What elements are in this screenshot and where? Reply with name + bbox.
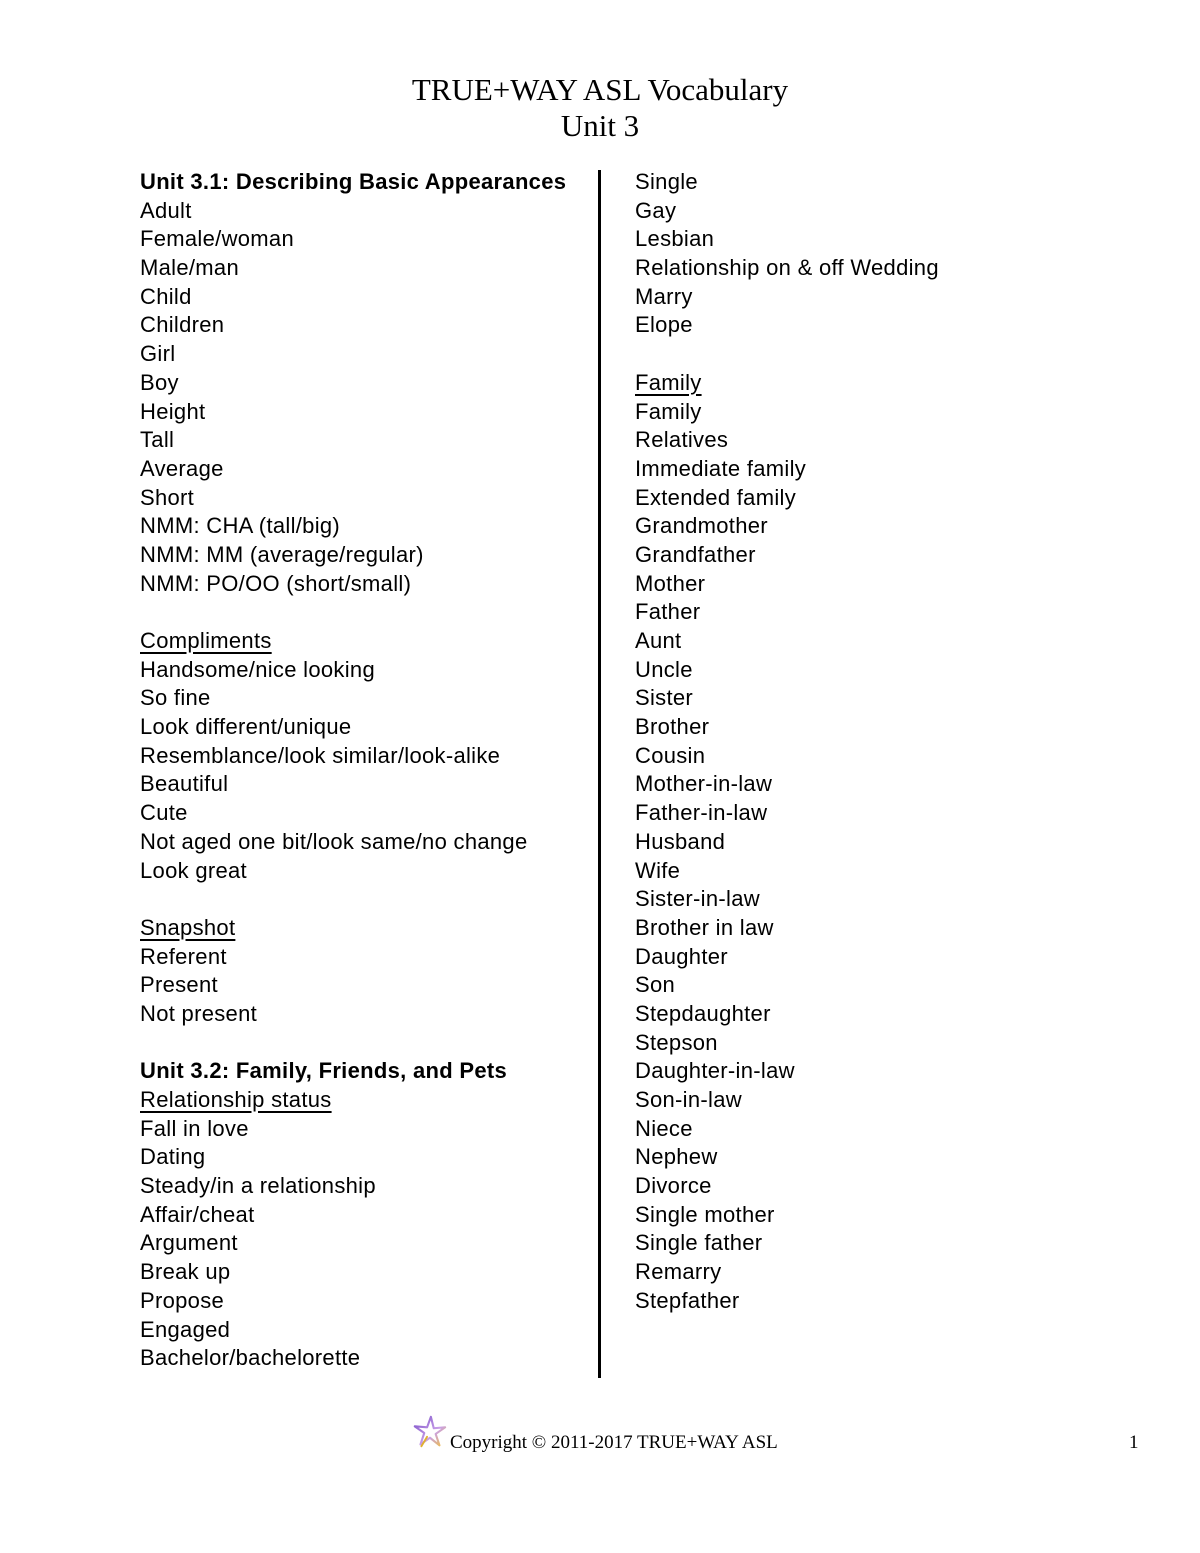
vocabulary-item xyxy=(635,1000,1135,1029)
vocabulary-text: NMM: CHA (tall/big) xyxy=(140,513,341,539)
vocabulary-item xyxy=(635,857,1135,886)
vocabulary-text: Sister-in-law xyxy=(635,886,760,912)
vocabulary-item xyxy=(140,770,590,799)
vocabulary-item xyxy=(140,541,590,570)
right-vocabulary-column xyxy=(635,168,1135,1316)
vocabulary-text: Family xyxy=(635,398,702,424)
document-title xyxy=(0,72,1200,144)
vocabulary-item xyxy=(140,398,590,427)
vocabulary-item xyxy=(140,1316,590,1345)
vocabulary-item xyxy=(635,1229,1135,1258)
vocabulary-text: Remarry xyxy=(635,1259,722,1285)
vocabulary-item xyxy=(140,1201,590,1230)
vocabulary-text: Bachelor/bachelorette xyxy=(140,1345,361,1371)
vocabulary-text: Unit 3.2: Family, Friends, and Pets xyxy=(140,1058,508,1084)
vocabulary-text: Short xyxy=(140,484,195,510)
vocabulary-text: Present xyxy=(140,972,218,998)
vocabulary-text: Brother xyxy=(635,714,710,740)
vocabulary-text: Daughter-in-law xyxy=(635,1058,795,1084)
vocabulary-item xyxy=(635,885,1135,914)
vocabulary-item xyxy=(635,943,1135,972)
vocabulary-text: Unit 3.1: Describing Basic Appearances xyxy=(140,169,567,194)
vocabulary-item xyxy=(635,484,1135,513)
vocabulary-item xyxy=(140,426,590,455)
vocabulary-text: Engaged xyxy=(140,1316,231,1342)
vocabulary-item xyxy=(635,168,1135,197)
vocabulary-text: Brother in law xyxy=(635,914,774,940)
vocabulary-item xyxy=(140,971,590,1000)
vocabulary-item xyxy=(140,1143,590,1172)
vocabulary-text: Steady/in a relationship xyxy=(140,1173,376,1199)
vocabulary-text: Single mother xyxy=(635,1201,775,1227)
vocabulary-text: Son xyxy=(635,972,676,998)
vocabulary-text: Grandmother xyxy=(635,513,768,539)
star-logo-icon xyxy=(410,1414,448,1452)
vocabulary-text: Grandfather xyxy=(635,541,756,567)
page-number: 1 xyxy=(1129,1432,1139,1453)
vocabulary-text: Mother xyxy=(635,570,706,596)
vocabulary-text: Stepfather xyxy=(635,1287,740,1313)
vocabulary-item xyxy=(635,914,1135,943)
vocabulary-item xyxy=(635,828,1135,857)
vocabulary-text: Divorce xyxy=(635,1173,712,1199)
vocabulary-text: Beautiful xyxy=(140,771,229,797)
vocabulary-text: Adult xyxy=(140,197,192,223)
vocabulary-item xyxy=(140,1344,590,1373)
vocabulary-item xyxy=(140,570,590,599)
vocabulary-item xyxy=(635,311,1135,340)
vocabulary-text: Son-in-law xyxy=(635,1087,742,1112)
vocabulary-text: Mother-in-law xyxy=(635,771,773,797)
vocabulary-text: Sister xyxy=(635,685,694,711)
vocabulary-item xyxy=(140,1287,590,1316)
vocabulary-text: Male/man xyxy=(140,255,239,281)
vocabulary-item xyxy=(140,455,590,484)
vocabulary-item xyxy=(635,254,1135,283)
vocabulary-item xyxy=(140,742,590,771)
vocabulary-text: Argument xyxy=(140,1230,238,1256)
vocabulary-item xyxy=(140,828,590,857)
blank-line xyxy=(635,340,1135,369)
vocabulary-text: Stepson xyxy=(635,1029,718,1055)
vocabulary-text: Immediate family xyxy=(635,455,807,481)
subsection-heading xyxy=(140,1086,590,1115)
vocabulary-text: Boy xyxy=(140,369,179,395)
vocabulary-text: NMM: PO/OO (short/small) xyxy=(140,570,412,596)
vocabulary-item xyxy=(635,283,1135,312)
vocabulary-item xyxy=(140,369,590,398)
vocabulary-item xyxy=(635,770,1135,799)
vocabulary-text: Uncle xyxy=(635,656,693,682)
vocabulary-text: Fall in love xyxy=(140,1115,249,1141)
vocabulary-item xyxy=(140,799,590,828)
vocabulary-item xyxy=(635,684,1135,713)
vocabulary-text: Daughter xyxy=(635,943,728,969)
vocabulary-item xyxy=(635,1172,1135,1201)
vocabulary-text: Stepdaughter xyxy=(635,1000,771,1026)
vocabulary-item xyxy=(140,283,590,312)
vocabulary-text: Referent xyxy=(140,943,227,969)
vocabulary-text: Marry xyxy=(635,283,693,309)
page-footer xyxy=(0,1430,1200,1460)
vocabulary-item xyxy=(140,684,590,713)
vocabulary-text: Single father xyxy=(635,1230,763,1256)
vocabulary-item xyxy=(635,971,1135,1000)
vocabulary-text: Gay xyxy=(635,197,677,223)
vocabulary-item xyxy=(635,570,1135,599)
vocabulary-item xyxy=(140,197,590,226)
vocabulary-item xyxy=(635,656,1135,685)
vocabulary-text: Average xyxy=(140,455,224,481)
title-line-1: TRUE+WAY ASL Vocabulary xyxy=(411,72,789,107)
vocabulary-item xyxy=(635,398,1135,427)
vocabulary-item xyxy=(635,1258,1135,1287)
vocabulary-text: So fine xyxy=(140,685,211,711)
vocabulary-text: Nephew xyxy=(635,1144,718,1170)
vocabulary-item xyxy=(635,742,1135,771)
vocabulary-item xyxy=(140,254,590,283)
vocabulary-item xyxy=(635,541,1135,570)
vocabulary-text: Lesbian xyxy=(635,226,715,252)
vocabulary-item xyxy=(635,1143,1135,1172)
vocabulary-item xyxy=(635,627,1135,656)
vocabulary-item xyxy=(635,225,1135,254)
vocabulary-text: Look great xyxy=(140,857,247,883)
vocabulary-text: Snapshot xyxy=(140,914,236,940)
subsection-heading xyxy=(635,369,1135,398)
vocabulary-text: Elope xyxy=(635,312,693,338)
vocabulary-text: Not aged one bit/look same/no change xyxy=(140,828,528,854)
vocabulary-item xyxy=(140,1172,590,1201)
vocabulary-text: Husband xyxy=(635,828,726,854)
vocabulary-text: Girl xyxy=(140,341,176,367)
section-heading xyxy=(140,1057,590,1086)
vocabulary-text: Relationship on & off Wedding xyxy=(635,255,939,281)
subsection-heading xyxy=(140,914,590,943)
section-heading xyxy=(140,168,590,197)
vocabulary-text: Father-in-law xyxy=(635,800,768,826)
vocabulary-text: NMM: MM (average/regular) xyxy=(140,541,424,567)
vocabulary-item xyxy=(140,656,590,685)
vocabulary-item xyxy=(140,713,590,742)
vocabulary-item xyxy=(140,1258,590,1287)
vocabulary-text: Not present xyxy=(140,1000,258,1026)
column-divider xyxy=(598,170,601,1378)
vocabulary-item xyxy=(635,197,1135,226)
vocabulary-item xyxy=(140,340,590,369)
vocabulary-text: Child xyxy=(140,283,192,309)
vocabulary-text: Children xyxy=(140,312,225,338)
vocabulary-text: Father xyxy=(635,599,701,625)
vocabulary-item xyxy=(635,1086,1135,1115)
vocabulary-item xyxy=(140,1115,590,1144)
blank-line xyxy=(140,885,590,914)
vocabulary-item xyxy=(140,1000,590,1029)
vocabulary-text: Tall xyxy=(140,427,175,453)
vocabulary-item xyxy=(635,1201,1135,1230)
vocabulary-item xyxy=(140,484,590,513)
vocabulary-text: Aunt xyxy=(635,628,682,653)
left-vocabulary-column xyxy=(140,168,590,1373)
vocabulary-text: Family xyxy=(635,369,702,395)
vocabulary-text: Affair/cheat xyxy=(140,1201,255,1227)
vocabulary-text: Compliments xyxy=(140,628,272,653)
vocabulary-text: Niece xyxy=(635,1115,693,1141)
subsection-heading xyxy=(140,627,590,656)
vocabulary-text: Look different/unique xyxy=(140,714,352,740)
vocabulary-text: Relatives xyxy=(635,427,729,453)
vocabulary-item xyxy=(635,1057,1135,1086)
vocabulary-text: Cousin xyxy=(635,742,706,768)
vocabulary-text: Dating xyxy=(140,1144,206,1170)
vocabulary-item xyxy=(635,426,1135,455)
vocabulary-text: Handsome/nice looking xyxy=(140,656,375,682)
vocabulary-text: Propose xyxy=(140,1287,225,1313)
vocabulary-item xyxy=(140,512,590,541)
vocabulary-text: Single xyxy=(635,169,698,194)
vocabulary-text: Resemblance/look similar/look-alike xyxy=(140,742,501,768)
vocabulary-text: Female/woman xyxy=(140,226,294,252)
vocabulary-item xyxy=(635,1115,1135,1144)
vocabulary-item xyxy=(140,943,590,972)
vocabulary-text: Cute xyxy=(140,800,188,826)
title-line-2: Unit 3 xyxy=(560,108,640,143)
vocabulary-text: Extended family xyxy=(635,484,797,510)
blank-line xyxy=(140,1029,590,1058)
vocabulary-text: Relationship status xyxy=(140,1087,332,1112)
vocabulary-item xyxy=(635,799,1135,828)
vocabulary-item xyxy=(140,225,590,254)
vocabulary-item xyxy=(140,857,590,886)
vocabulary-item xyxy=(635,512,1135,541)
blank-line xyxy=(140,598,590,627)
vocabulary-text: Height xyxy=(140,398,206,424)
vocabulary-item xyxy=(635,598,1135,627)
vocabulary-text: Wife xyxy=(635,857,681,883)
copyright-text: Copyright © 2011-2017 TRUE+WAY ASL xyxy=(450,1432,778,1453)
vocabulary-text: Break up xyxy=(140,1259,231,1285)
vocabulary-item xyxy=(140,1229,590,1258)
vocabulary-item xyxy=(140,311,590,340)
vocabulary-item xyxy=(635,455,1135,484)
vocabulary-item xyxy=(635,713,1135,742)
vocabulary-item xyxy=(635,1287,1135,1316)
vocabulary-item xyxy=(635,1029,1135,1058)
